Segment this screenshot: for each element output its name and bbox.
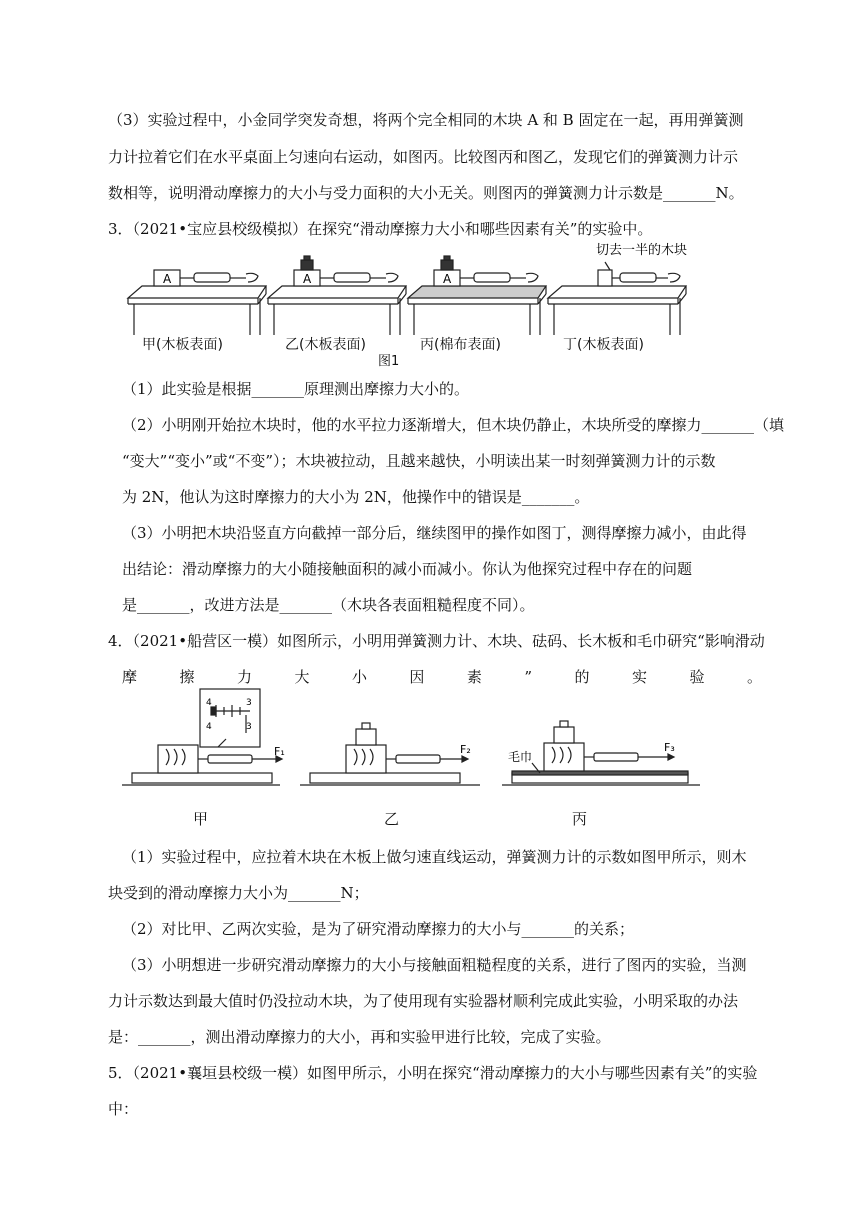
q3-panel-ding [548,262,686,335]
q3-caption-bing: 丙(棉布表面) [420,337,501,353]
q4-part3-line1: （3）小明想进一步研究滑动摩擦力的大小与接触面粗糙程度的关系，进行了图丙的实验，当测 [122,956,747,974]
q4-scale-num-2: 3 [246,698,252,708]
q4-part1-line1: （1）实验过程中，应拉着木块在木板上做匀速直线运动，弹簧测力计的示数如图甲所示，则木 [122,848,747,866]
q4-scale-num-3: 4 [206,722,212,732]
q3-part2-line3: 为 2N，他认为这时摩擦力的大小为 2N，他操作中的错误是_______。 [122,488,590,506]
q2-part3-line2: 力计拉着它们在水平桌面上匀速向右运动，如图丙。比较图丙和图乙，发现它们的弹簧测力计示 [108,148,739,166]
q3-caption-jia: 甲(木板表面) [142,337,223,353]
q3-part2-line2: “变大”“变小”或“不变”）；木块被拉动，且越来越快，小明读出某一时刻弹簧测力计的示数 [122,452,716,470]
q5-stem-line2: 中： [108,1100,139,1118]
q4-towel-label: 毛巾 [508,750,533,764]
q2-part3-line3: 数相等，说明滑动摩擦力的大小与受力面积的大小无关。则图丙的弹簧测力计示数是_______N。 [108,184,744,202]
q4-part1-line2: 块受到的滑动摩擦力大小为_______N； [108,884,369,902]
q3-block-label-1: A [163,272,172,286]
q3-stem: 3．（2021•宝应县校级模拟）在探究“滑动摩擦力大小和哪些因素有关”的实验中。 [108,220,653,238]
q4-part3-line2: 力计示数达到最大值时仍没拉动木块，为了使用现有实验器材顺利完成此实验，小明采取的办法 [108,992,739,1010]
q4-scale-num-4: 3 [246,722,252,732]
q3-panel-yi [268,256,406,335]
q3-panel-bing [408,256,546,335]
q3-caption-yi: 乙(木板表面) [285,337,366,353]
q3-part2-line1: （2）小明刚开始拉木块时，他的水平拉力逐渐增大，但木块仍静止，木块所受的摩擦力_______（填 [122,416,785,434]
q3-block-label-2: A [303,272,312,286]
q4-figure [120,685,720,799]
q4-stem-line2: 摩 擦 力 大 小 因 素 ” 的 实 验 。 [122,668,762,686]
q4-force-f1: F₁ [274,745,285,758]
q4-part3-line3: 是：_______，测出滑动摩擦力的大小，再和实验甲进行比较，完成了实验。 [108,1028,611,1046]
q4-panel-jia [122,689,282,785]
q4-caption-bing: 丙 [572,810,588,828]
q3-part3-line1: （3）小明把木块沿竖直方向截掉一部分后，继续图甲的操作如图丁，测得摩擦力减小，由此得 [122,524,747,542]
q4-stem-line1: 4．（2021•船营区一模）如图所示，小明用弹簧测力计、木块、砝码、长木板和毛巾研究“影响滑动 [108,632,765,650]
q3-caption-ding: 丁(木板表面) [563,337,644,353]
q2-part3-line1: （3）实验过程中，小金同学突发奇想，将两个完全相同的木块 A 和 B 固定在一起，再用弹簧测 [108,111,744,129]
q3-panel-jia [128,270,266,335]
q4-part2: （2）对比甲、乙两次实验，是为了研究滑动摩擦力的大小与_______的关系； [122,920,635,938]
q4-panel-yi [300,723,480,785]
q3-block-label-3: A [443,272,452,286]
q4-caption-jia: 甲 [193,810,209,828]
q4-force-f2: F₂ [460,743,471,756]
q3-part1: （1）此实验是根据_______原理测出摩擦力大小的。 [122,380,470,398]
q3-figure-label: 图1 [378,354,400,369]
q4-force-f3: F₃ [664,741,675,754]
q3-part3-line2: 出结论：滑动摩擦力的大小随接触面积的减小而减小。你认为他探究过程中存在的问题 [122,560,693,578]
q4-scale-num-1: 4 [206,698,212,708]
q3-cut-label: 切去一半的木块 [596,243,688,258]
q5-stem-line1: 5．（2021•襄垣县校级一模）如图甲所示，小明在探究“滑动摩擦力的大小与哪些因素有关”的实验 [108,1064,758,1082]
q3-part3-line3: 是_______，改进方法是_______（木块各表面粗糙程度不同）。 [122,596,535,614]
q4-caption-yi: 乙 [384,810,400,828]
